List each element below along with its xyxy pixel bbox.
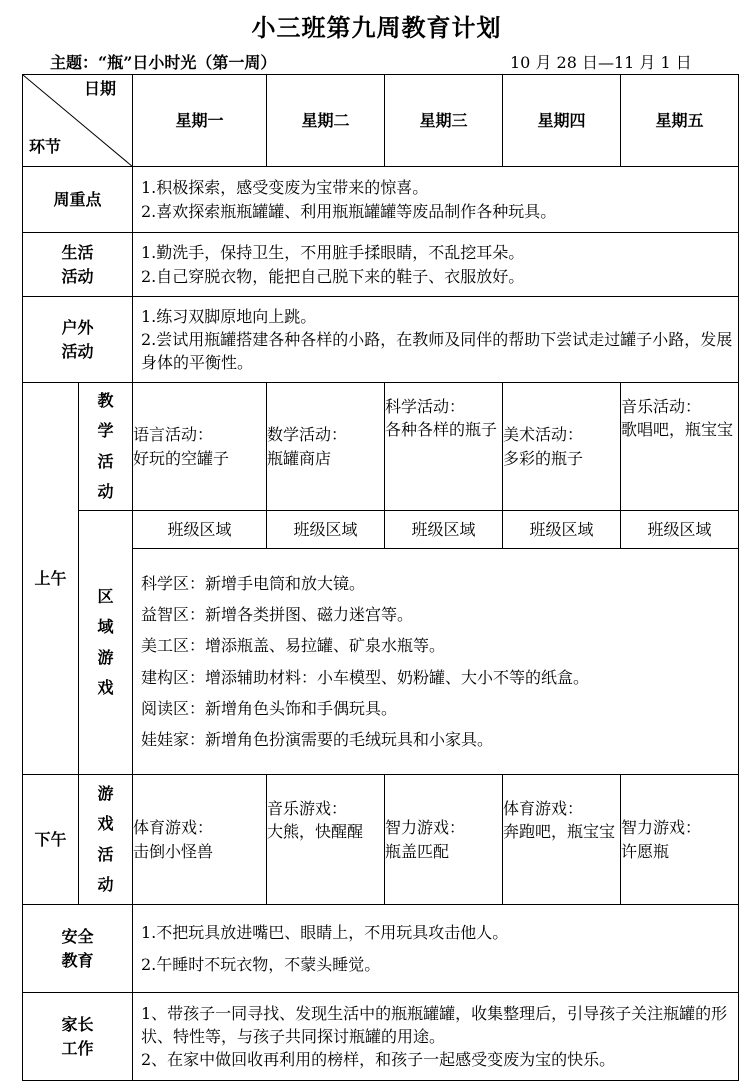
- parents-line: 2、在家中做回收再利用的榜样，和孩子一起感受变废为宝的快乐。: [141, 1050, 616, 1070]
- safety-row: [23, 905, 739, 993]
- life-line: 1.勤洗手，保持卫生，不用脏手揉眼睛，不乱挖耳朵。: [141, 243, 525, 263]
- morning-label: 上午: [23, 383, 79, 775]
- safety-label: [23, 905, 133, 993]
- game-name: 瓶盖匹配: [385, 841, 450, 861]
- area-header: 班级区域: [385, 511, 503, 549]
- day-header: 星期四: [503, 75, 621, 167]
- safety-line: 1.不把玩具放进嘴巴、眼睛上，不用玩具攻击他人。: [141, 923, 509, 943]
- outdoor-line: 2.尝试用瓶罐搭建各种各样的小路，在教师及同伴的帮助下尝试走过罐子小路，发展身体的平衡性。: [141, 329, 733, 373]
- area-header: 班级区域: [503, 511, 621, 549]
- game-label-char: 动: [97, 874, 114, 894]
- parents-content: [133, 993, 739, 1081]
- teaching-label-char: 活: [97, 451, 114, 471]
- weekly-focus-content: [133, 167, 739, 233]
- afternoon-game: [385, 775, 503, 905]
- corner-date-label: 日期: [83, 79, 116, 98]
- safety-label-line: 安全: [61, 927, 94, 947]
- game-type: 体育游戏：: [503, 799, 584, 818]
- outdoor-label-line: 户外: [61, 318, 94, 338]
- parents-label-line: 工作: [61, 1038, 94, 1058]
- teaching-activity: [267, 383, 385, 511]
- plan-table: [22, 74, 739, 1081]
- page-title: 小三班第九周教育计划: [251, 13, 502, 42]
- teaching-label-char: 学: [97, 421, 114, 441]
- area-header: 班级区域: [133, 511, 267, 549]
- life-content: [133, 233, 739, 297]
- life-label-line: 生活: [61, 243, 94, 263]
- area-label-char: 域: [97, 617, 114, 637]
- afternoon-game: [267, 775, 385, 905]
- game-label-char: 活: [97, 844, 114, 864]
- game-type: 智力游戏：: [385, 818, 466, 838]
- activity-type: 美术活动：: [503, 425, 584, 445]
- life-row: [23, 233, 739, 297]
- game-label: [79, 775, 133, 905]
- corner-cell: [23, 75, 133, 167]
- area-line: 益智区：新增各类拼图、磁力迷宫等。: [141, 605, 414, 625]
- area-header: 班级区域: [621, 511, 739, 549]
- afternoon-label: 下午: [23, 775, 79, 905]
- outdoor-content: [133, 297, 739, 383]
- afternoon-game: [133, 775, 267, 905]
- outdoor-label: [23, 297, 133, 383]
- game-label-char: 戏: [97, 814, 114, 834]
- game-type: 音乐游戏：: [267, 799, 348, 818]
- game-name: 奔跑吧，瓶宝宝: [503, 822, 616, 842]
- theme-label: 主题：“瓶”日小时光（第一周）: [50, 53, 277, 72]
- afternoon-row: [23, 775, 739, 905]
- teaching-label-char: 动: [97, 481, 114, 501]
- area-label: [79, 511, 133, 775]
- game-name: 击倒小怪兽: [133, 841, 214, 861]
- outdoor-row: [23, 297, 739, 383]
- area-header: 班级区域: [267, 511, 385, 549]
- corner-section-label: 环节: [29, 136, 62, 156]
- outdoor-label-line: 活动: [61, 341, 94, 361]
- activity-name: 瓶罐商店: [267, 448, 332, 468]
- activity-type: 科学活动：: [385, 397, 466, 416]
- weekly-focus-line: 2.喜欢探索瓶瓶罐罐、利用瓶瓶罐罐等废品制作各种玩具。: [141, 201, 557, 221]
- parents-label: [23, 993, 133, 1081]
- area-line: 娃娃家：新增角色扮演需要的毛绒玩具和小家具。: [141, 729, 494, 749]
- safety-label-line: 教育: [61, 950, 94, 970]
- afternoon-game: [621, 775, 739, 905]
- day-header: 星期二: [267, 75, 385, 167]
- activity-name: 各种各样的瓶子: [385, 420, 498, 440]
- activity-name: 多彩的瓶子: [503, 448, 584, 468]
- teaching-activity: [621, 383, 739, 511]
- game-label-char: 游: [97, 783, 114, 803]
- teaching-activity: [385, 383, 503, 511]
- teaching-activity: [503, 383, 621, 511]
- area-line: 美工区：增添瓶盖、易拉罐、矿泉水瓶等。: [141, 636, 446, 656]
- weekly-focus-row: [23, 167, 739, 233]
- teaching-label-char: 教: [97, 390, 114, 410]
- area-content: [133, 549, 739, 775]
- area-line: 阅读区：新增角色头饰和手偶玩具。: [141, 698, 398, 718]
- area-label-char: 戏: [97, 677, 114, 697]
- area-header-row: [23, 511, 739, 549]
- activity-name: 好玩的空罐子: [133, 448, 230, 468]
- game-type: 智力游戏：: [621, 818, 702, 838]
- header-row: [23, 75, 739, 167]
- area-label-char: 区: [97, 586, 114, 606]
- teaching-activity: [133, 383, 267, 511]
- parents-row: [23, 993, 739, 1081]
- area-line: 建构区：增添辅助材料：小车模型、奶粉罐、大小不等的纸盒。: [141, 667, 590, 687]
- teaching-row: [23, 383, 739, 511]
- safety-content: [133, 905, 739, 993]
- weekly-focus-line: 1.积极探索，感受变废为宝带来的惊喜。: [141, 178, 429, 198]
- life-label: [23, 233, 133, 297]
- game-name: 大熊，快醒醒: [267, 822, 364, 842]
- area-label-char: 游: [97, 647, 114, 667]
- activity-type: 音乐活动：: [621, 397, 702, 416]
- life-label-line: 活动: [61, 266, 94, 286]
- outdoor-line: 1.练习双脚原地向上跳。: [141, 306, 317, 326]
- activity-name: 歌唱吧，瓶宝宝: [621, 420, 734, 440]
- weekly-focus-label: 周重点: [23, 167, 133, 233]
- parents-line: 1、带孩子一同寻找、发现生活中的瓶瓶罐罐，收集整理后，引导孩子关注瓶罐的形状、特性等，与孩子共同探讨瓶罐的用途。: [141, 1003, 728, 1046]
- afternoon-game: [503, 775, 621, 905]
- teaching-label: [79, 383, 133, 511]
- game-name: 许愿瓶: [621, 841, 670, 861]
- day-header: 星期五: [621, 75, 739, 167]
- safety-line: 2.午睡时不玩衣物，不蒙头睡觉。: [141, 954, 381, 974]
- activity-type: 数学活动：: [267, 425, 348, 445]
- parents-label-line: 家长: [61, 1015, 94, 1035]
- day-header: 星期一: [133, 75, 267, 167]
- game-type: 体育游戏：: [133, 818, 214, 838]
- day-header: 星期三: [385, 75, 503, 167]
- life-line: 2.自己穿脱衣物，能把自己脱下来的鞋子、衣服放好。: [141, 266, 525, 286]
- date-range: 10 月 28 日—11 月 1 日: [510, 53, 692, 72]
- area-line: 科学区：新增手电筒和放大镜。: [141, 573, 366, 593]
- activity-type: 语言活动：: [133, 425, 214, 445]
